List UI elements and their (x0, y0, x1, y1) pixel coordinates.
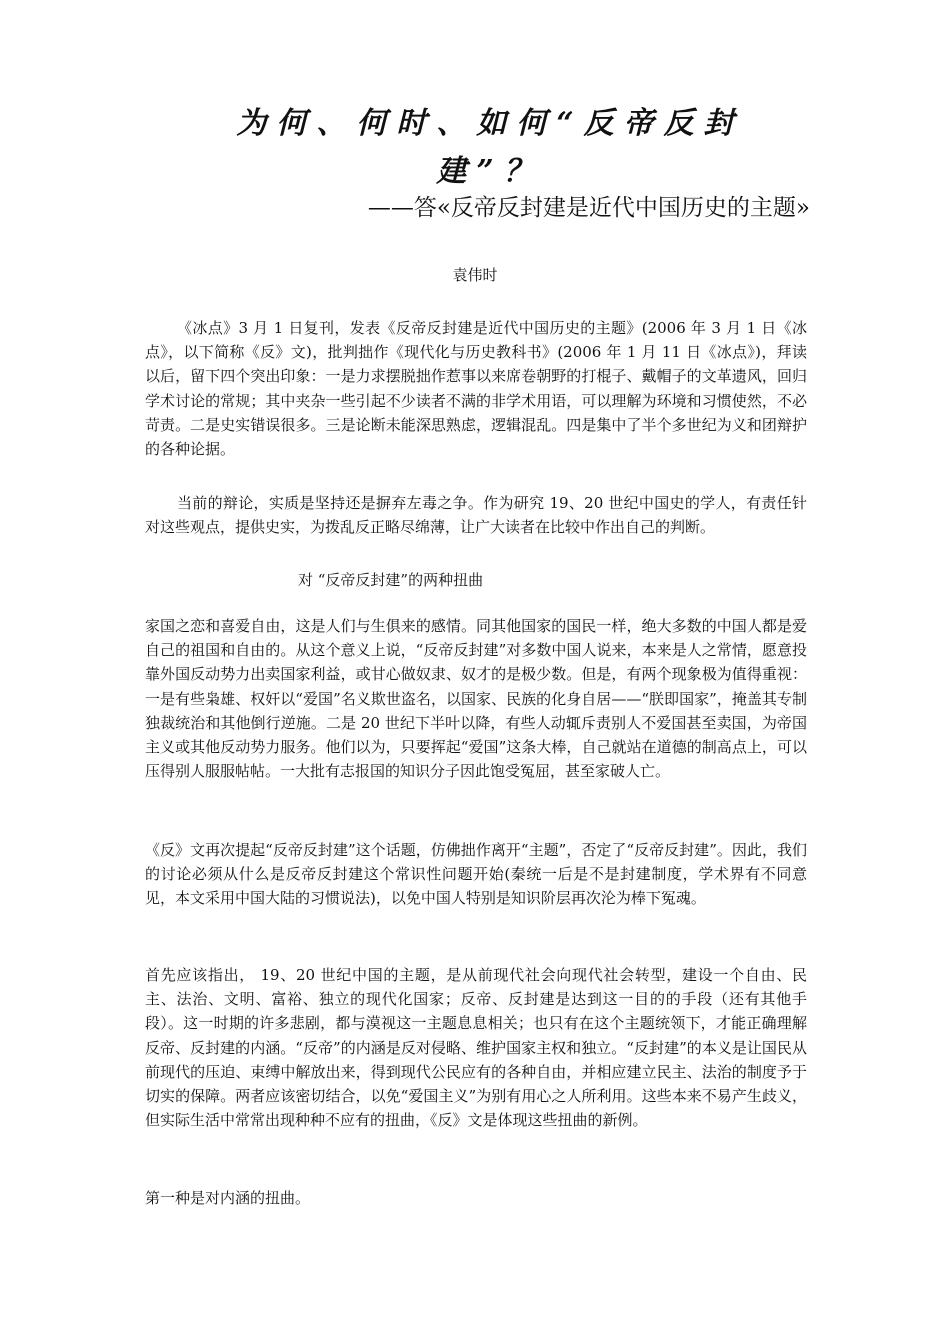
body-paragraph-4: 第一种是对内涵的扭曲。 (145, 1189, 311, 1207)
document-title: 为何、何时、如何“反帝反封建”？ (236, 106, 744, 189)
body-paragraph-1: 家国之恋和喜爱自由，这是人们与生俱来的感情。同其他国家的国民一样，绝大多数的中国人都是爱自己的祖国和自由的。从这个意义上说，“反帝反封建”对多数中国人说来，本来是人之常情，愿意投靠外国反动势力出卖国家利益，或甘心做奴隶、奴才的是极少数。但是，有两个现象极为值得重视：一是有些枭雄、权奸以“爱国”名义欺世盗名，以国家、民族的化身自居——“朕即国家”，掩盖其专制独裁统治和其他倒行逆施。二是 20 世纪下半叶以降，有些人动辄斥责别人不爱国甚至卖国，为帝国主义或其他反动势力服务。他们以为，只要挥起“爱国”这条大棒，自己就站在道德的制高点上，可以压得别人服服帖帖。一大批有志报国的知识分子因此饱受冤屈，甚至家破人亡。 (145, 617, 807, 781)
body-paragraph-2: 《反》文再次提起“反帝反封建”这个话题，仿佛拙作离开“主题”，否定了“反帝反封建”。因此，我们的讨论必须从什么是反帝反封建这个常识性问题开始(秦统一后是不是封建制度，学术界有不同意见，本文采用中国大陆的习惯说法)，以免中国人特别是知识阶层再次沦为棒下冤魂。 (145, 841, 807, 908)
intro-paragraph-1: 《冰点》3 月 1 日复刊，发表《反帝反封建是近代中国历史的主题》(2006 年 3 月 1 日《冰点》，以下简称《反》文)，批判拙作《现代化与历史教科书》(2006 年 1 月 11 日《冰点》)，拜读以后，留下四个突出印象：一是力求摆脱拙作惹事以来席卷朝野的打棍子、戴帽子的文革遗风，回归学术讨论的常规；其中夹杂一些引起不少读者不满的非学术用语，可以理解为环境和习惯使然，不必苛责。二是史实错误很多。三是论断未能深思熟虑，逻辑混乱。四是集中了半个多世纪为义和团辩护的各种论据。 (145, 319, 807, 459)
document-subtitle: ——答«反帝反封建是近代中国历史的主题» (367, 195, 810, 221)
author-name: 袁伟时 (452, 266, 498, 284)
body-paragraph-3: 首先应该指出， 19、20 世纪中国的主题，是从前现代社会向现代社会转型，建设一个自由、民主、法治、文明、富裕、独立的现代化国家；反帝、反封建是达到这一目的的手段（还有其他手段）。这一时期的许多悲剧，都与漠视这一主题息息相关；也只有在这个主题统领下，才能正确理解反帝、反封建的内涵。“反帝”的内涵是反对侵略、维护国家主权和独立。“反封建”的本义是让国民从前现代的压迫、束缚中解放出来，得到现代公民应有的各种自由，并相应建立民主、法治的制度予于切实的保障。两者应该密切结合，以免“爱国主义”为别有用心之人所利用。这些本来不易产生歧义，但实际生活中常常出现种种不应有的扭曲，《反》文是体现这些扭曲的新例。 (145, 966, 807, 1130)
section-heading: 对 “反帝反封建”的两种扭曲 (298, 571, 484, 589)
intro-paragraph-2: 当前的辩论，实质是坚持还是摒弃左毒之争。作为研究 19、20 世纪中国史的学人，有责任针对这些观点，提供史实，为拨乱反正略尽绵薄，让广大读者在比较中作出自己的判断。 (145, 494, 807, 537)
